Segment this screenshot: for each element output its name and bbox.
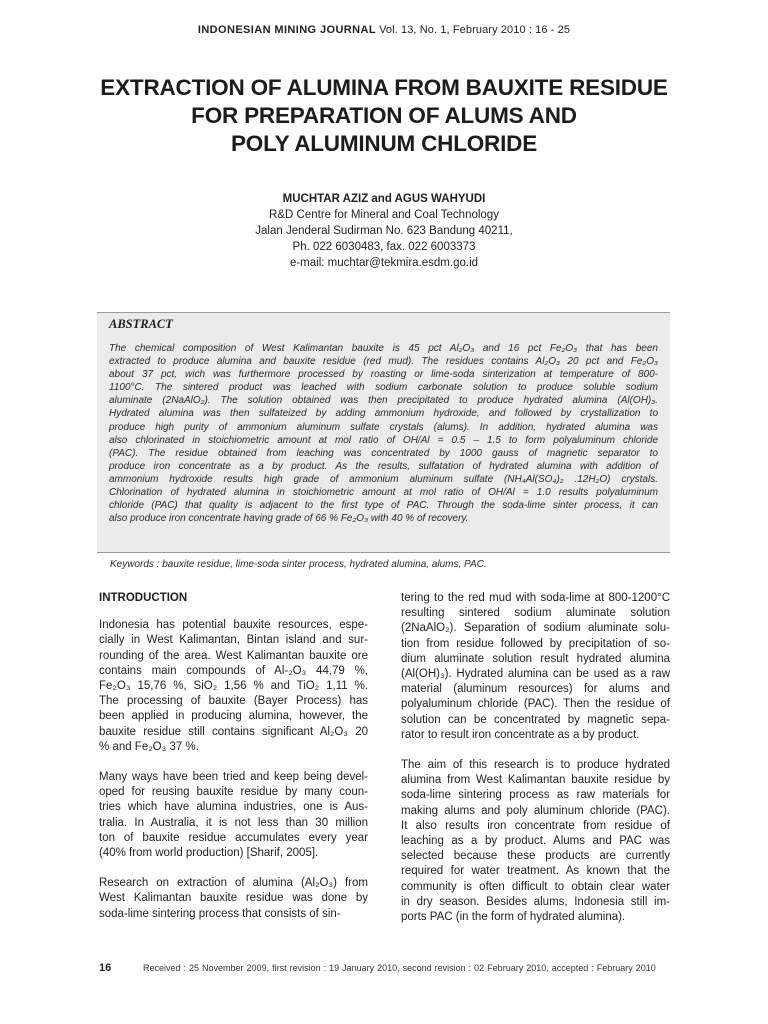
abstract-line: Chlorination of hydrated alumina in stoichiometric amount at mol ratio of OH/Al = 1.0 results polyaluminum [109,487,658,499]
body-text-line: community is often difficult to obtain clear water [401,880,670,893]
body-text-line: tering to the red mud with soda-lime at 800-1200°C [401,592,670,604]
abstract-box [97,312,670,553]
body-text-line: tion from residue followed by precipitation of so- [401,637,670,650]
title-line: POLY ALUMINUM CHLORIDE [230,131,538,156]
abstract-body [109,342,658,525]
body-text-line: West Kalimantan bauxite residue was done by [99,892,368,905]
abstract-line: 1100°C. The sintered product was leached with sodium carbonate solution to produce soluble sodium [109,382,658,394]
author-email: e-mail: muchtar@tekmira.esdm.go.id [289,257,479,269]
paragraph-gap [99,861,368,876]
body-text-line: in dry season. Besides alums, Indonesia still im- [401,895,670,908]
left-column [99,591,368,922]
body-text-line: soda-lime sintering process as raw materials for [401,789,670,802]
abstract-line: also chlorinated in stoichiometric amount at mol ratio of OH/Al = 0.5 – 1.5 to form polyaluminum chloride [109,434,658,446]
keywords: Keywords : bauxite residue, lime-soda sinter process, hydrated alumina, alums, PAC. [110,559,487,570]
body-text-line: rator to result iron concentrate as a by product. [401,728,640,741]
affiliation-line: R&D Centre for Mineral and Coal Technology [269,209,499,221]
abstract-line: about 37 pct, wich was furthermore processed by roasting or lime-soda sinterization at temperature of 800- [109,369,658,381]
body-text-line: ton of bauxite residue accumulates every year [99,831,368,844]
abstract-line: ammonium hydroxide results high grade of ammonium aluminum sulfate (NH₄Al(SO₄)₂ .12H₂O) crystals. [109,473,658,485]
abstract-heading: ABSTRACT [109,317,173,331]
paragraph-gap [401,743,670,758]
body-text-line: tralia. In Australia, it is not less than 30 million [99,816,368,829]
abstract-line: produce iron concentrate as a by product. As the results, sulfatation of hydrated alumina with addition of [109,460,658,472]
body-text-line: ports PAC (in the form of hydrated alumina). [401,911,626,924]
body-text-line: The aim of this research is to produce hydrated [401,759,670,772]
body-text-line: Indonesia has potential bauxite resources, espe- [99,619,368,632]
body-text-line: Many ways have been tried and keep being devel- [99,771,368,784]
journal-header [0,24,768,36]
body-text-line: alumina from West Kalimantan bauxite residue by [401,774,670,787]
author-block [0,191,768,271]
abstract-line: Hydrated alumina was then sulfateized by adding ammonium hydroxide, and followed by crystallization to [109,408,658,420]
journal-name: INDONESIAN MINING JOURNAL [197,24,376,36]
body-text-line: oped for reusing bauxite residue by many coun- [99,786,368,799]
body-text-line: (2NaAlO₂). Separation of sodium aluminate solu- [401,622,670,635]
author-names: MUCHTAR AZIZ and AGUS WAHYUDI [282,193,486,205]
body-text-line: bauxite residue still contains significant Al₂O₃ 20 [99,725,368,738]
paper-title [40,74,728,158]
abstract-line: aluminate (2NaAlO₂). The solution obtained was then precipitated to produce hydrated alumina (Al(OH)₃. [109,395,658,407]
right-column [401,591,670,925]
body-text-line: resulting sintered sodium aluminate solution [401,607,670,620]
body-text-line: (40% from world production) [Sharif, 2005]. [99,847,319,860]
body-text-line: selected because these products are currently [401,850,670,863]
journal-citation: Vol. 13, No. 1, February 2010 : 16 - 25 [379,24,571,36]
affiliation-line: Ph. 022 6030483, fax. 022 6003373 [292,241,476,253]
section-heading-introduction: INTRODUCTION [99,592,188,604]
submission-dates: Received : 25 November 2009, first revision : 19 January 2010, second revision : 02 February 2010, accepted : February 2010 [143,963,656,973]
body-text-line: polyaluminum chloride (PAC). Then the residue of [401,698,670,711]
body-text-line: cially in West Kalimantan, Bintan island and sur- [99,634,368,647]
abstract-line: (PAC). The residue obtained from leaching was concentrated by 1000 gauss of magnetic separator to [109,447,658,459]
right-column-body [401,591,670,925]
body-text-line: contains main compounds of Al-₂O₃ 44,79 %, [99,664,368,677]
title-line: EXTRACTION OF ALUMINA FROM BAUXITE RESIDUE [100,75,668,100]
body-text-line: leaching as a by product. Alums and PAC was [401,835,670,848]
left-column-body [99,618,368,922]
body-text-line: The processing of bauxite (Bayer Process) has [99,695,368,708]
page-number: 16 [99,962,112,974]
title-line: FOR PREPARATION OF ALUMS AND [191,103,577,128]
body-text-line: material (aluminum resources) for alums and [401,683,670,696]
body-text-line: tries which have alumina industries, one is Aus- [99,801,368,814]
body-text-line: solution can be concentrated by magnetic sepa- [401,713,670,726]
body-text-line: Research on extraction of alumina (Al₂O₃) from [99,877,368,890]
body-text-line: required for water treatment. As known that the [401,865,670,878]
abstract-line: extracted to produce alumina and bauxite residue (red mud). The residues contains Al₂O₃ 20 pct and Fe₂O₃ [109,356,658,368]
body-text-line: rounding of the area. West Kalimantan bauxite ore [99,649,368,662]
body-text-line: (Al(OH)₃). Hydrated alumina can be used as a raw [401,668,670,681]
body-text-line: soda-lime sintering process that consists of sin- [99,907,341,920]
body-text-line: It also results iron concentrate from residue of [401,819,670,832]
paragraph-gap [99,755,368,770]
body-text-line: Fe₂O₃ 15,76 %, SiO₂ 1,56 % and TiO₂ 1,11 %. [99,680,368,693]
affiliation-line: Jalan Jenderal Sudirman No. 623 Bandung 40211, [255,225,513,237]
body-text-line: been applied in producing alumina, however, the [99,710,368,723]
abstract-line: chloride (PAC) that quality is adjacent to the first type of PAC. Through the soda-lime sinter process, it can [109,500,658,512]
abstract-line: also produce iron concentrate having grade of 66 % Fe₂O₃ with 40 % of recovery. [109,513,469,525]
body-text-line: making alums and poly aluminum chloride (PAC). [401,804,670,817]
body-text-line: dium aluminate solution result hydrated alumina [401,652,670,665]
abstract-line: produce high purity of ammonium aluminum sulfate crystals (alums). In addition, hydrated alumina was [109,421,658,433]
body-text-line: % and Fe₂O₃ 37 %. [99,740,199,753]
abstract-line: The chemical composition of West Kalimantan bauxite is 45 pct Al₂O₃ and 16 pct Fe₂O₃ that has been [109,343,658,354]
